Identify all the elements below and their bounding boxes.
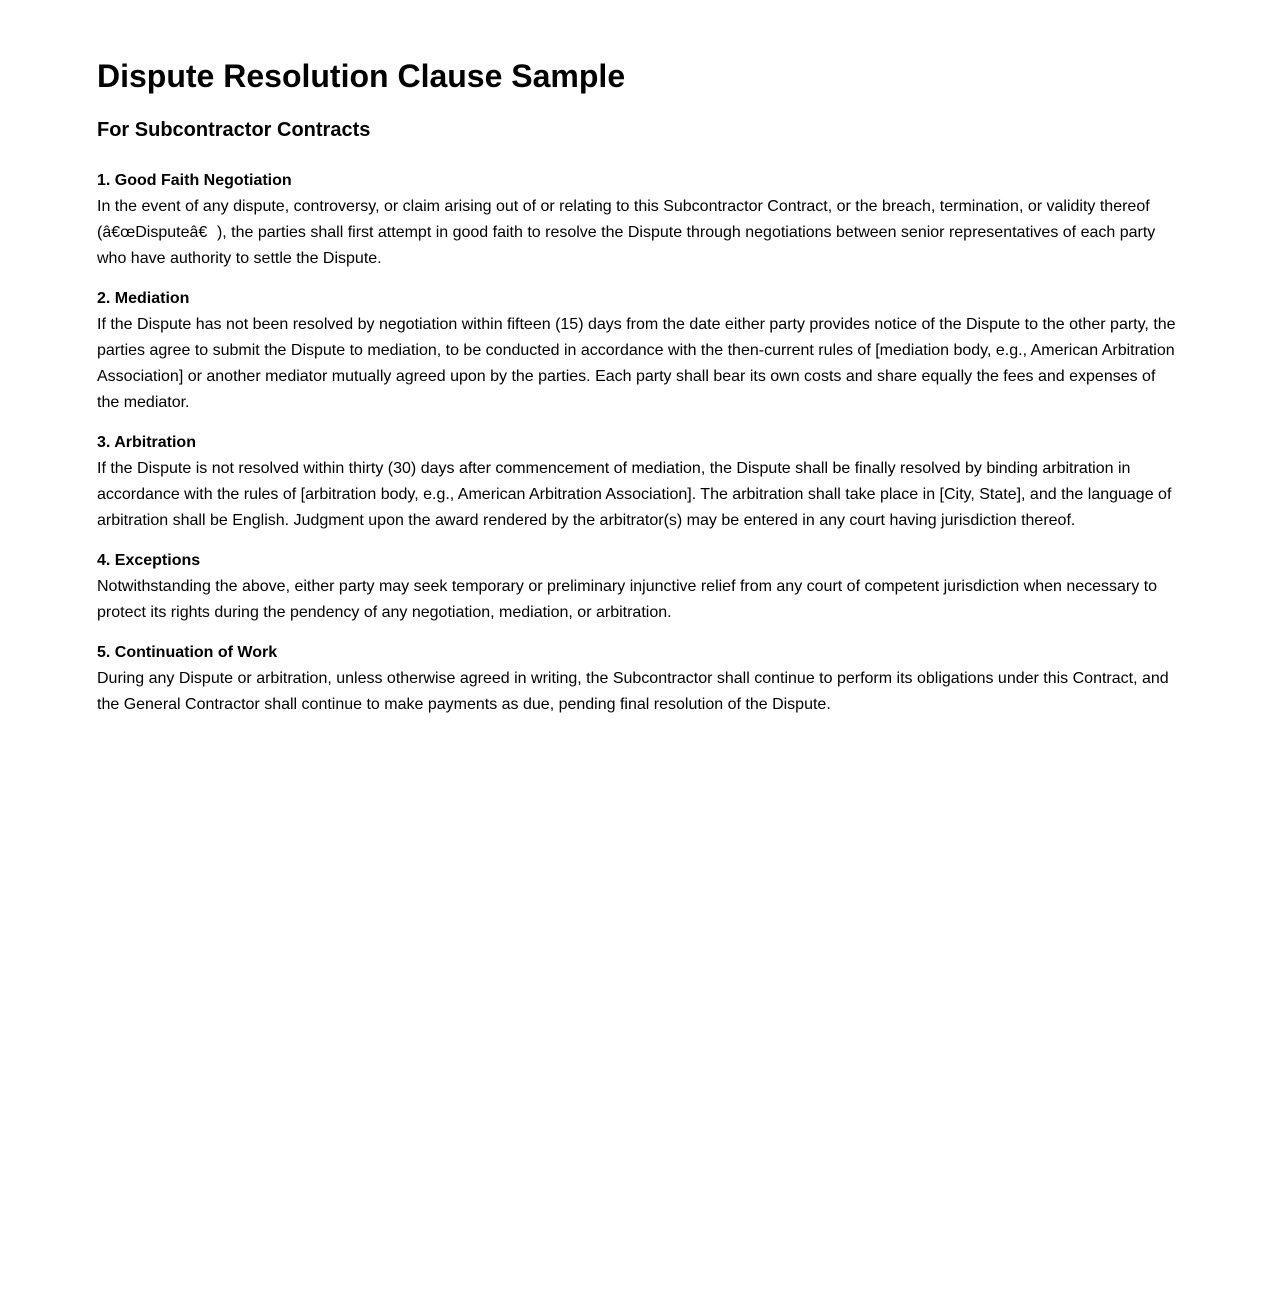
clause-section [97, 640, 1181, 718]
page-subtitle: For Subcontractor Contracts [97, 118, 371, 141]
section-body-text: In the event of any dispute, controversy, or claim arising out of or relating to this Subcontractor Contract, or the breach, termination, or validity thereof (â€œDisputeâ€), the parties shall first attempt in good faith to resolve the Dispute through negotiations between senior representatives of each party who have authority to settle the Dispute. [97, 197, 1156, 267]
section-heading: 4. Exceptions [97, 551, 201, 569]
clause-section [97, 548, 1181, 626]
section-body-text: Notwithstanding the above, either party may seek temporary or preliminary injunctive relief from any court of competent jurisdiction when necessary to protect its rights during the pendency of any negotiation, mediation, or arbitration. [97, 577, 1158, 621]
clause-section [97, 286, 1181, 416]
section-body-text: If the Dispute is not resolved within thirty (30) days after commencement of mediation, the Dispute shall be finally resolved by binding arbitration in accordance with the rules of [arbitration body, e.g., American Arbitration Association]. The arbitration shall take place in [City, State], and the language of arbitration shall be English. Judgment upon the award rendered by the arbitrator(s) may be entered in any court having jurisdiction thereof. [97, 459, 1172, 529]
clause-sections [97, 168, 1181, 718]
page-title: Dispute Resolution Clause Sample [97, 58, 626, 94]
clause-section [97, 430, 1181, 534]
section-body-text: During any Dispute or arbitration, unless otherwise agreed in writing, the Subcontractor shall continue to perform its obligations under this Contract, and the General Contractor shall continue to make payments as due, pending final resolution of the Dispute. [97, 669, 1169, 713]
section-heading: 5. Continuation of Work [97, 643, 278, 661]
section-heading: 3. Arbitration [97, 433, 196, 451]
clause-section [97, 168, 1181, 272]
section-heading: 2. Mediation [97, 289, 190, 307]
section-body-text: If the Dispute has not been resolved by negotiation within fifteen (15) days from the date either party provides notice of the Dispute to the other party, the parties agree to submit the Dispute to mediation, to be conducted in accordance with the then-current rules of [mediation body, e.g., American Arbitration Association] or another mediator mutually agreed upon by the parties. Each party shall bear its own costs and share equally the fees and expenses of the mediator. [97, 315, 1176, 411]
section-heading: 1. Good Faith Negotiation [97, 171, 292, 189]
